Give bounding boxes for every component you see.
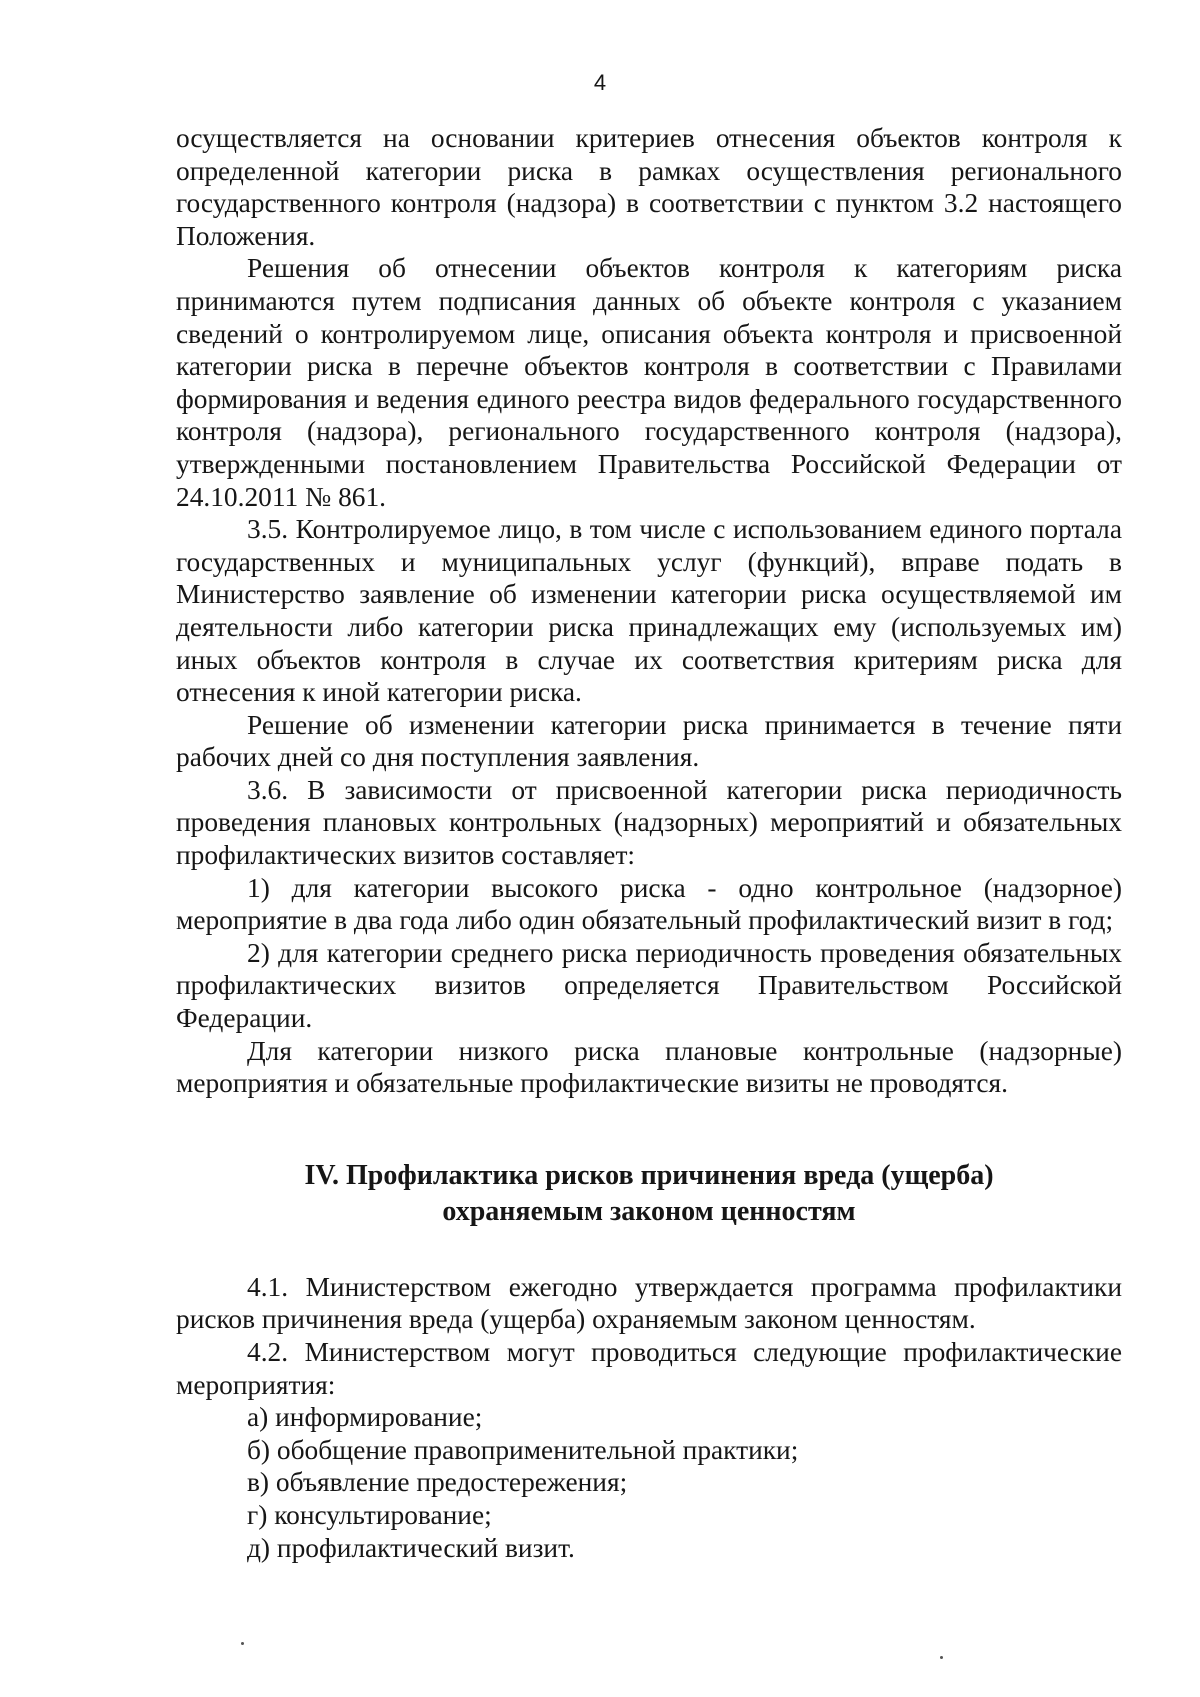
section-heading-line-1: IV. Профилактика рисков причинения вреда (ущерба) [304,1159,994,1191]
paragraph-4-1: 4.1. Министерством ежегодно утверждается программа профилактики рисков причинения вреда (ущерба) охраняемым законом ценностям. [176,1271,1122,1335]
paragraph-risk-category-decisions: Решения об отнесении объектов контроля к категориям риска принимаются путем подписания данных об объекте контроля с указанием сведений о контролируемом лице, описания объекта контроля и присвоенной категории риска в перечне объектов контроля в соответствии с Правилами формирования и ведения единого реестра видов федерального государственного контроля (надзора), регионального государственного контроля (надзора), утвержденными постановлением Правительства Российской Федерации от 24.10.2011 № 861. [176,253,1122,512]
list-item-consulting: г) консультирование; [247,1499,492,1530]
paragraph-medium-risk: 2) для категории среднего риска периодичность проведения обязательных профилактических визитов определяется Правительством Российской Федерации. [176,937,1122,1034]
paragraph-high-risk: 1) для категории высокого риска - одно контрольное (надзорное) мероприятие в два года либо один обязательный профилактический визит в год; [176,872,1122,936]
scan-speck [241,1642,244,1645]
list-item-preventive-visit: д) профилактический визит. [247,1532,575,1563]
paragraph-3-6: 3.6. В зависимости от присвоенной категории риска периодичность проведения плановых контрольных (надзорных) мероприятий и обязательных профилактических визитов составляет: [176,774,1122,871]
paragraph-continuation: осуществляется на основании критериев отнесения объектов контроля к определенной категории риска в рамках осуществления регионального государственного контроля (надзора) в соответствии с пунктом 3.2 настоящего Положения. [176,123,1122,251]
document-body [176,122,1122,1564]
page-number: 4 [593,70,607,95]
list-item-generalization: б) обобщение правоприменительной практики; [247,1434,799,1465]
list-item-warning: в) объявление предостережения; [247,1467,628,1498]
list-item-informing: а) информирование; [247,1402,483,1433]
paragraph-change-decision: Решение об изменении категории риска принимается в течение пяти рабочих дней со дня поступления заявления. [176,709,1122,773]
scan-speck [940,1656,943,1659]
paragraph-3-5: 3.5. Контролируемое лицо, в том числе с использованием единого портала государственных и муниципальных услуг (функций), вправе подать в Министерство заявление об изменении категории риска осуществляемой им деятельности либо категории риска принадлежащих ему (используемых им) иных объектов контроля в случае их соответствия критериям риска для отнесения к иной категории риска. [176,514,1122,708]
paragraph-low-risk: Для категории низкого риска плановые контрольные (надзорные) мероприятия и обязательные профилактические визиты не проводятся. [176,1035,1122,1099]
section-heading [176,1158,1122,1230]
section-heading-line-2: охраняемым законом ценностям [442,1195,856,1227]
paragraph-4-2: 4.2. Министерством могут проводиться следующие профилактические мероприятия: [176,1337,1122,1400]
